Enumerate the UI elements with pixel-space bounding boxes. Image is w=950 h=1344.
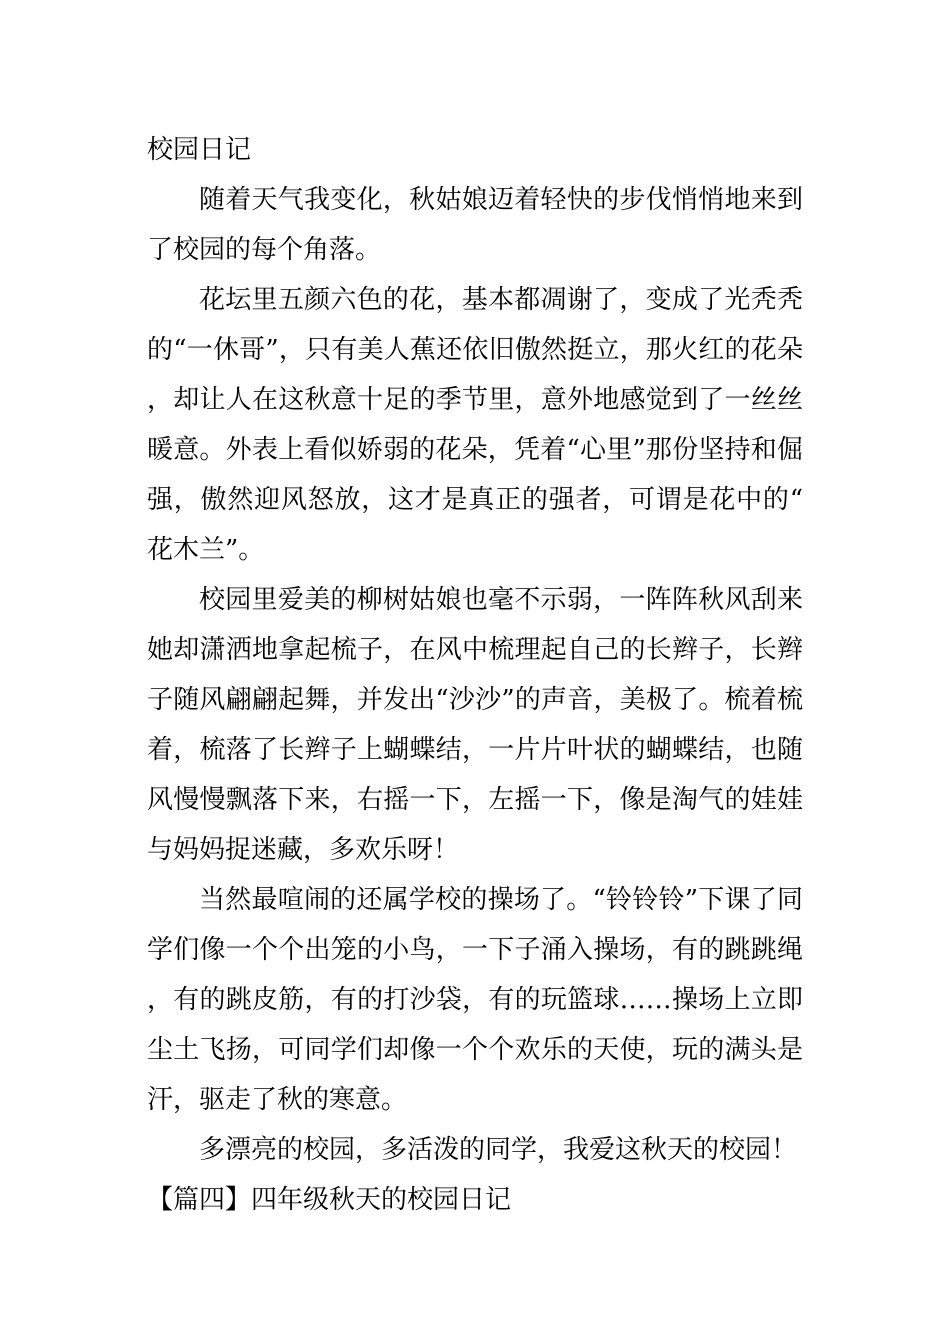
next-section-heading: 【篇四】四年级秋天的校园日记 (147, 1185, 512, 1215)
paragraph-2: 花坛里五颜六色的花，基本都凋谢了，变成了光秃秃的“一休哥”，只有美人蕉还依旧傲然挺立，那火红的花朵，却让人在这秋意十足的季节里，意外地感觉到了一丝丝暖意。外表上看似娇弱的花朵，凭着“心里”那份坚持和倔强，傲然迎风怒放，这才是真正的强者，可谓是花中的“花木兰”。 (147, 285, 803, 565)
document-title: 校园日记 (147, 135, 252, 165)
paragraph-1: 随着天气我变化，秋姑娘迈着轻快的步伐悄悄地来到了校园的每个角落。 (147, 185, 803, 265)
paragraph-3: 校园里爱美的柳树姑娘也毫不示弱，一阵阵秋风刮来她却潇洒地拿起梳子，在风中梳理起自己的长辫子，长辫子随风翩翩起舞，并发出“沙沙”的声音，美极了。梳着梳着，梳落了长辫子上蝴蝶结，一片片叶状的蝴蝶结，也随风慢慢飘落下来，右摇一下，左摇一下，像是淘气的娃娃与妈妈捉迷藏，多欢乐呀！ (147, 585, 803, 865)
paragraph-5: 多漂亮的校园，多活泼的同学，我爱这秋天的校园！ (199, 1135, 798, 1165)
document-page (147, 125, 803, 1225)
paragraph-4: 当然最喧闹的还属学校的操场了。“铃铃铃”下课了同学们像一个个出笼的小鸟，一下子涌入操场，有的跳跳绳，有的跳皮筋，有的打沙袋，有的玩篮球……操场上立即尘土飞扬，可同学们却像一个个欢乐的天使，玩的满头是汗，驱走了秋的寒意。 (147, 885, 803, 1115)
